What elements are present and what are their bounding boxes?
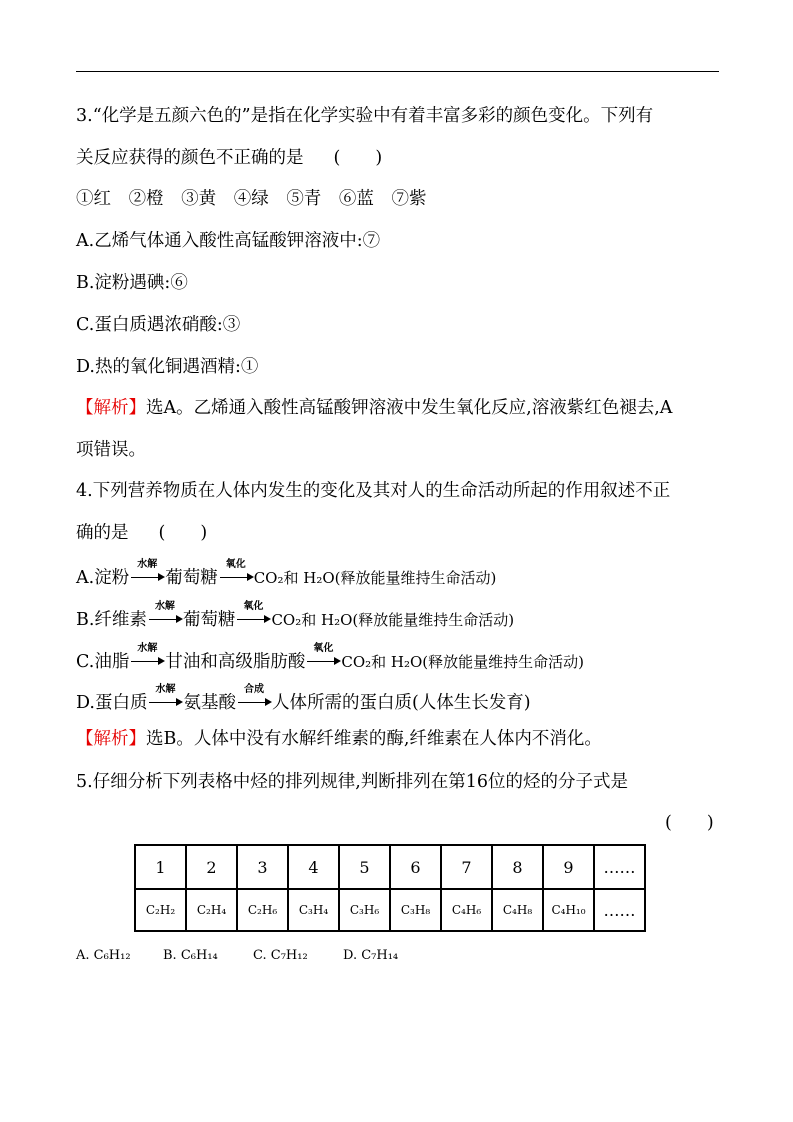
q4-b-arrow2-label: 氧化 [243, 601, 264, 612]
table-cell: C₃H₆ [339, 889, 390, 931]
q4-c-reactant: C.油脂 [76, 652, 130, 672]
q4-b-product: CO₂和 H₂O(释放能量维持生命活动) [271, 611, 515, 629]
q3-answer-paren: ( ) [333, 148, 383, 168]
q3-analysis-text: 选A。乙烯通入酸性高锰酸钾溶液中发生氧化反应,溶液紫红色褪去,A [146, 398, 673, 418]
q4-a-product: CO₂和 H₂O(释放能量维持生命活动) [253, 569, 497, 587]
q4-a-arrow2 [218, 559, 254, 590]
table-cell: C₄H₈ [492, 889, 543, 931]
q3-color-yellow: ③黄 [181, 189, 217, 209]
q3-color-red: ①红 [76, 189, 111, 209]
table-cell: 4 [288, 845, 339, 889]
q3-stem-line1: 3.“化学是五颜六色的”是指在化学实验中有着丰富多彩的颜色变化。下列有 [76, 106, 654, 126]
q4-d-reactant: D.蛋白质 [76, 693, 148, 713]
q3-color-orange: ②橙 [128, 189, 164, 209]
table-cell: 7 [441, 845, 492, 889]
table-cell: C₂H₂ [135, 889, 186, 931]
q4-d-intermediate: 氨基酸 [183, 693, 236, 713]
q5-option-d: D. C₇H₁₄ [343, 948, 399, 963]
q3-color-blue: ⑥蓝 [338, 189, 374, 209]
table-cell: 6 [390, 845, 441, 889]
q5-answer-paren: ( ) [665, 813, 714, 833]
q4-analysis [76, 727, 602, 751]
q4-d-arrow1 [147, 684, 183, 715]
q4-b-arrow1-label: 水解 [154, 601, 175, 612]
q4-b-arrow2 [235, 601, 271, 632]
q4-d-arrow1-label: 水解 [155, 684, 176, 695]
table-cell: 9 [543, 845, 594, 889]
q4-c-arrow1 [129, 643, 165, 674]
q4-d-arrow2-label: 合成 [243, 684, 264, 695]
q4-c-arrow2 [305, 643, 341, 674]
q4-a-arrow2-label: 氧化 [225, 559, 246, 570]
table-cell: 5 [339, 845, 390, 889]
q3-option-c: C.蛋白质遇浓硝酸:③ [76, 315, 241, 335]
q5-option-b: B. C₆H₁₄ [163, 948, 218, 963]
table-cell: …… [594, 889, 645, 931]
q4-c-arrow2-label: 氧化 [313, 643, 334, 654]
q5-stem-line1: 5.仔细分析下列表格中烃的排列规律,判断排列在第16位的烃的分子式是 [76, 772, 629, 792]
q4-a-arrow1-label: 水解 [137, 559, 158, 570]
q3-analysis-line2: 项错误。 [76, 440, 146, 460]
q4-a-arrow1 [129, 559, 165, 590]
q3-option-d: D.热的氧化铜遇酒精:① [76, 357, 259, 377]
q4-a-reactant: A.淀粉 [76, 568, 130, 588]
q3-stem-line2 [76, 146, 382, 170]
q3-color-green: ④绿 [233, 189, 269, 209]
q4-option-b [76, 601, 515, 632]
q4-c-product: CO₂和 H₂O(释放能量维持生命活动) [341, 653, 584, 671]
q3-option-b: B.淀粉遇碘:⑥ [76, 273, 188, 293]
q4-answer-paren: ( ) [158, 523, 208, 543]
table-cell: 3 [237, 845, 288, 889]
table-cell: 1 [135, 845, 186, 889]
q3-stem-text: 关反应获得的颜色不正确的是 [76, 148, 304, 168]
table-cell: …… [594, 845, 645, 889]
table-cell: 2 [186, 845, 237, 889]
table-cell: C₂H₆ [237, 889, 288, 931]
q3-analysis-tag: 【解析】 [76, 398, 146, 418]
table-row-index [135, 845, 645, 889]
hydrocarbon-table [134, 844, 646, 932]
table-cell: C₃H₈ [390, 889, 441, 931]
q4-d-arrow2 [236, 684, 272, 715]
q5-options [76, 942, 398, 968]
q4-a-intermediate: 葡萄糖 [165, 568, 218, 588]
table-cell: C₂H₄ [186, 889, 237, 931]
q3-color-cyan: ⑤青 [286, 189, 322, 209]
q4-stem-line2 [76, 521, 207, 545]
q4-d-product: 人体所需的蛋白质(人体生长发育) [271, 693, 531, 713]
table-cell: C₄H₆ [441, 889, 492, 931]
q4-b-arrow1 [147, 601, 183, 632]
q4-c-arrow1-label: 水解 [137, 643, 158, 654]
q5-option-c: C. C₇H₁₂ [253, 948, 308, 963]
q4-stem-line1: 4.下列营养物质在人体内发生的变化及其对人的生命活动所起的作用叙述不正 [76, 481, 671, 501]
q4-analysis-tag: 【解析】 [76, 729, 146, 749]
q5-option-a: A. C₆H₁₂ [76, 948, 131, 963]
table-cell: 8 [492, 845, 543, 889]
q4-analysis-text: 选B。人体中没有水解纤维素的酶,纤维素在人体内不消化。 [146, 729, 602, 749]
table-row-formula [135, 889, 645, 931]
q4-c-intermediate: 甘油和高级脂肪酸 [165, 652, 306, 672]
table-cell: C₃H₄ [288, 889, 339, 931]
q4-option-d [76, 684, 531, 715]
q4-option-a [76, 559, 497, 590]
q4-option-c [76, 643, 584, 674]
table-cell: C₄H₁₀ [543, 889, 594, 931]
q3-color-list [76, 187, 438, 211]
q3-color-purple: ⑦紫 [391, 189, 427, 209]
q4-b-intermediate: 葡萄糖 [182, 610, 236, 630]
q3-option-a: A.乙烯气体通入酸性高锰酸钾溶液中:⑦ [76, 231, 381, 251]
q4-stem-text: 确的是 [76, 523, 129, 543]
q3-analysis-line1 [76, 396, 672, 420]
q4-b-reactant: B.纤维素 [76, 610, 147, 630]
header-rule [76, 71, 719, 72]
